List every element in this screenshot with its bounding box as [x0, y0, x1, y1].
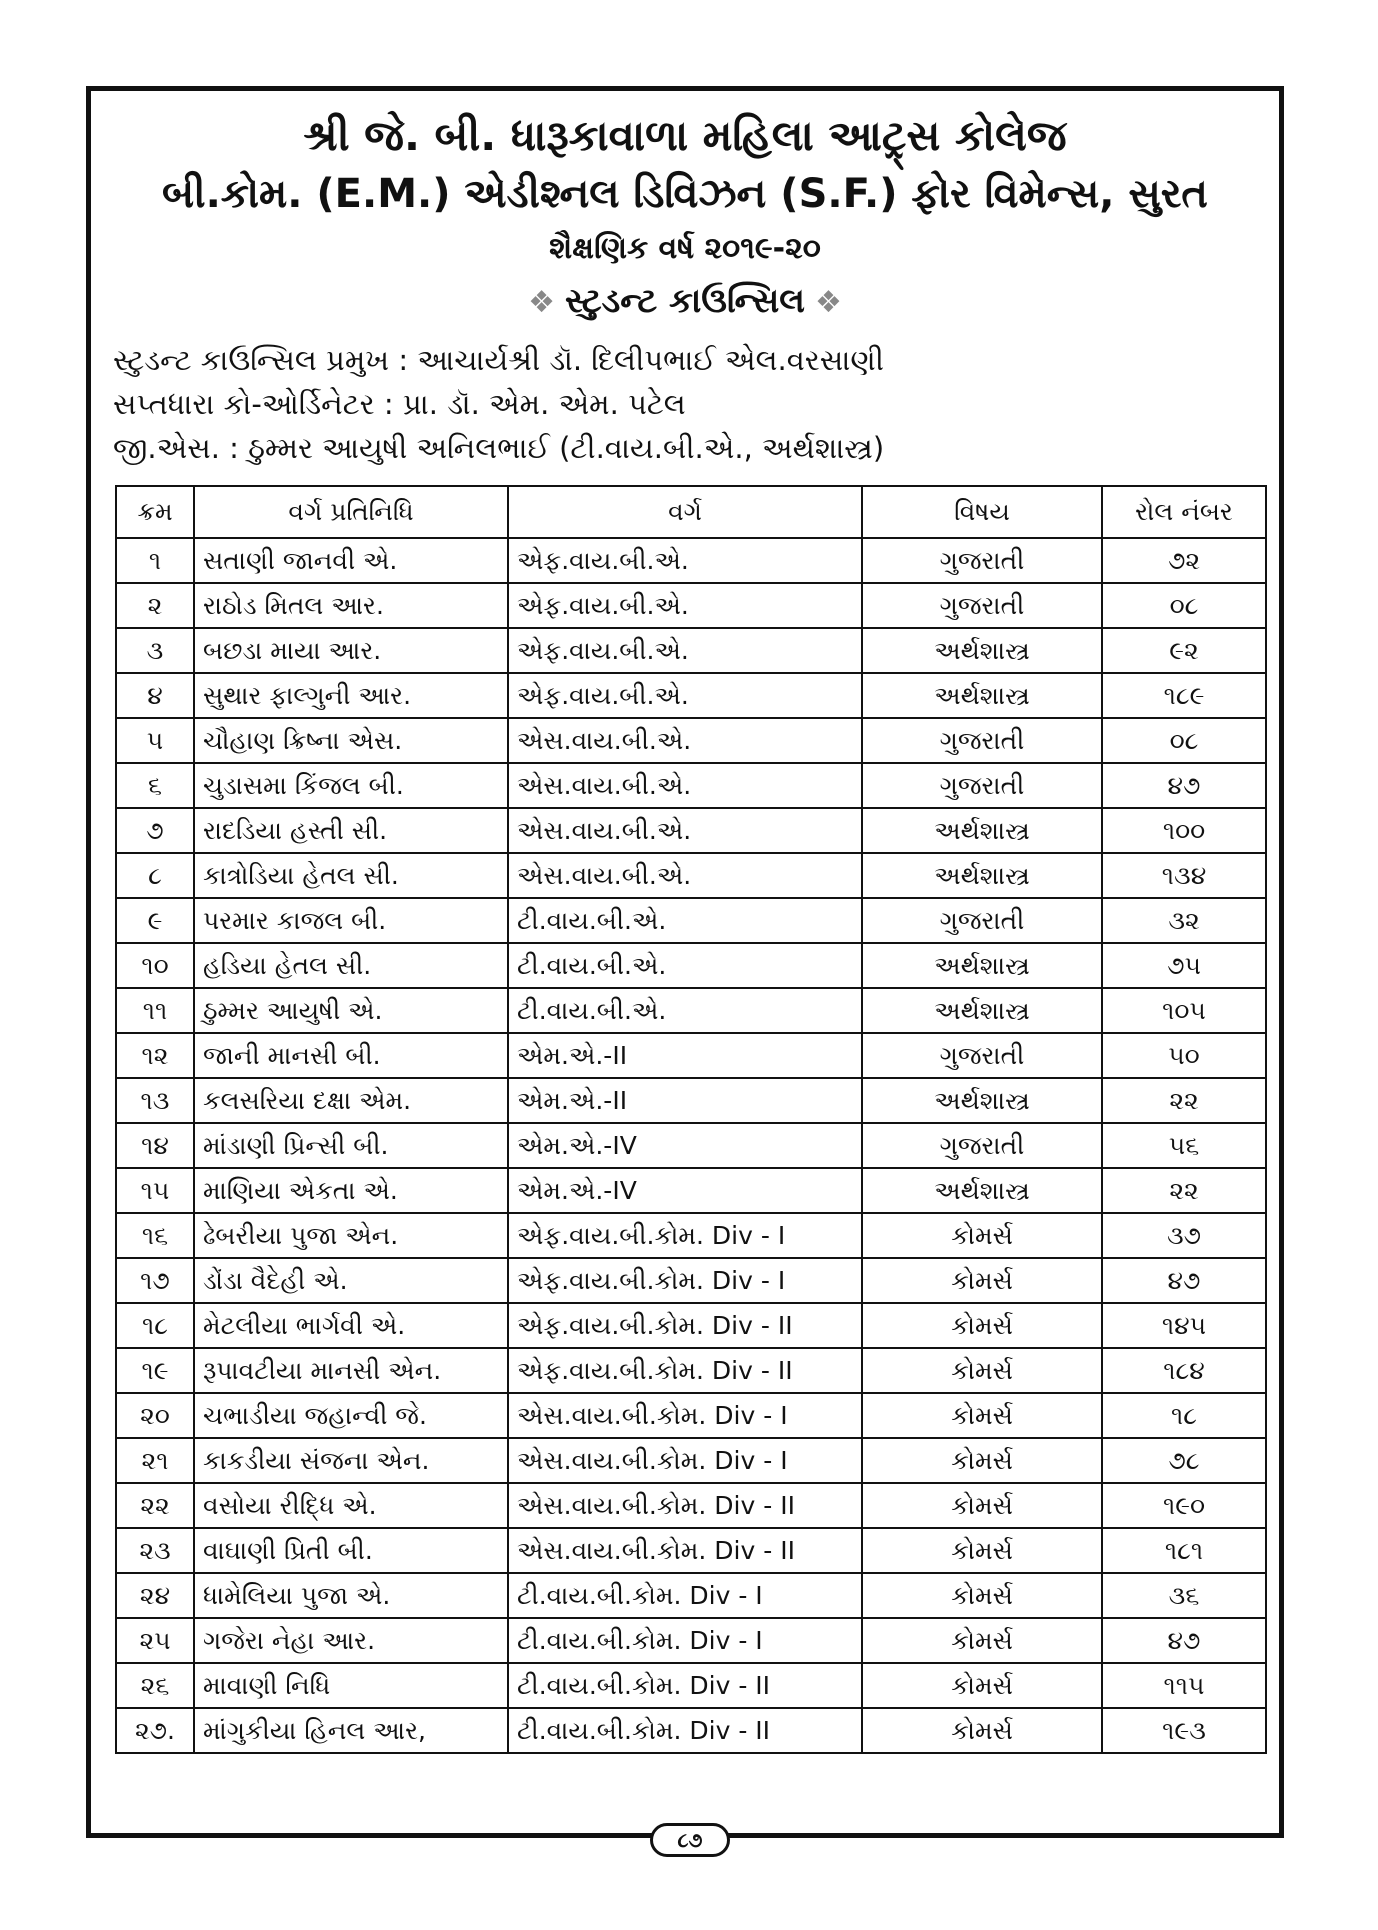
table-body	[116, 538, 1266, 1753]
table-row	[116, 853, 1266, 898]
cell-representative: વસોયા રીદ્ધિ એ.	[194, 1483, 508, 1528]
table-row	[116, 1393, 1266, 1438]
cell-representative: ચભાડીયા જહાન્વી જે.	[194, 1393, 508, 1438]
cell-representative: રાઠોડ મિતલ આર.	[194, 583, 508, 628]
header-representative: વર્ગ પ્રતિનિધિ	[194, 486, 508, 538]
page-frame	[86, 86, 1284, 1838]
cell-serial: ૪	[116, 673, 194, 718]
cell-class: એમ.એ.-IV	[508, 1168, 862, 1213]
cell-class: એસ.વાય.બી.કોમ. Div - I	[508, 1393, 862, 1438]
cell-serial: ૮	[116, 853, 194, 898]
cell-serial: ૨૭.	[116, 1708, 194, 1753]
cell-roll-number: ૪૭	[1102, 1258, 1266, 1303]
cell-class: એસ.વાય.બી.કોમ. Div - I	[508, 1438, 862, 1483]
table-row	[116, 763, 1266, 808]
cell-class: એસ.વાય.બી.કોમ. Div - II	[508, 1483, 862, 1528]
cell-roll-number: ૧૧૫	[1102, 1663, 1266, 1708]
cell-roll-number: ૧૮૧	[1102, 1528, 1266, 1573]
cell-subject: કોમર્સ	[862, 1303, 1102, 1348]
cell-serial: ૨૬	[116, 1663, 194, 1708]
cell-representative: ઠુમ્મર આયુષી એ.	[194, 988, 508, 1033]
cell-subject: અર્થશાસ્ત્ર	[862, 1168, 1102, 1213]
cell-class: એફ.વાય.બી.કોમ. Div - II	[508, 1303, 862, 1348]
cell-class: એસ.વાય.બી.એ.	[508, 808, 862, 853]
ornament-left-icon: ❖	[528, 285, 556, 320]
council-president: સ્ટુડન્ટ કાઉન્સિલ પ્રમુખ : આચાર્યશ્રી ડૉ. દિલીપભાઈ એલ.વરસાણી	[113, 343, 884, 377]
table-row	[116, 1483, 1266, 1528]
cell-subject: કોમર્સ	[862, 1393, 1102, 1438]
cell-serial: ૧૭	[116, 1258, 194, 1303]
cell-class: એફ.વાય.બી.કોમ. Div - I	[508, 1258, 862, 1303]
cell-roll-number: ૧૮	[1102, 1393, 1266, 1438]
cell-class: એફ.વાય.બી.એ.	[508, 583, 862, 628]
cell-roll-number: ૭૮	[1102, 1438, 1266, 1483]
cell-class: એફ.વાય.બી.એ.	[508, 628, 862, 673]
table-row	[116, 943, 1266, 988]
cell-representative: વાઘાણી પ્રિતી બી.	[194, 1528, 508, 1573]
table-row	[116, 1258, 1266, 1303]
cell-representative: રૂપાવટીયા માનસી એન.	[194, 1348, 508, 1393]
cell-serial: ૧૬	[116, 1213, 194, 1258]
cell-representative: કલસરિયા દક્ષા એમ.	[194, 1078, 508, 1123]
cell-class: ટી.વાય.બી.એ.	[508, 988, 862, 1033]
cell-class: એફ.વાય.બી.એ.	[508, 538, 862, 583]
cell-serial: ૭	[116, 808, 194, 853]
cell-subject: અર્થશાસ્ત્ર	[862, 628, 1102, 673]
cell-subject: ગુજરાતી	[862, 1123, 1102, 1168]
cell-subject: કોમર્સ	[862, 1213, 1102, 1258]
cell-class: ટી.વાય.બી.કોમ. Div - II	[508, 1708, 862, 1753]
cell-class: એફ.વાય.બી.કોમ. Div - II	[508, 1348, 862, 1393]
cell-subject: અર્થશાસ્ત્ર	[862, 943, 1102, 988]
cell-subject: કોમર્સ	[862, 1573, 1102, 1618]
cell-subject: અર્થશાસ્ત્ર	[862, 808, 1102, 853]
cell-roll-number: ૪૭	[1102, 763, 1266, 808]
cell-subject: ગુજરાતી	[862, 1033, 1102, 1078]
table-header-row	[116, 486, 1266, 538]
cell-class: ટી.વાય.બી.એ.	[508, 943, 862, 988]
cell-serial: ૨૧	[116, 1438, 194, 1483]
cell-class: એસ.વાય.બી.કોમ. Div - II	[508, 1528, 862, 1573]
cell-representative: હડિયા હેતલ સી.	[194, 943, 508, 988]
table-row	[116, 1438, 1266, 1483]
cell-serial: ૨૩	[116, 1528, 194, 1573]
cell-class: ટી.વાય.બી.કોમ. Div - I	[508, 1618, 862, 1663]
cell-subject: કોમર્સ	[862, 1618, 1102, 1663]
cell-class: એમ.એ.-IV	[508, 1123, 862, 1168]
cell-subject: અર્થશાસ્ત્ર	[862, 673, 1102, 718]
cell-subject: કોમર્સ	[862, 1258, 1102, 1303]
cell-class: ટી.વાય.બી.કોમ. Div - II	[508, 1663, 862, 1708]
cell-roll-number: ૩૬	[1102, 1573, 1266, 1618]
cell-representative: સુથાર ફાલ્ગુની આર.	[194, 673, 508, 718]
cell-roll-number: ૫૦	[1102, 1033, 1266, 1078]
ornament-right-icon: ❖	[814, 285, 842, 320]
cell-serial: ૧૧	[116, 988, 194, 1033]
cell-roll-number: ૫૬	[1102, 1123, 1266, 1168]
table-row	[116, 1078, 1266, 1123]
cell-representative: માંગુકીયા હિનલ આર,	[194, 1708, 508, 1753]
header-subject: વિષય	[862, 486, 1102, 538]
cell-representative: માણિયા એકતા એ.	[194, 1168, 508, 1213]
cell-roll-number: ૨૨	[1102, 1078, 1266, 1123]
cell-serial: ૧૦	[116, 943, 194, 988]
cell-subject: કોમર્સ	[862, 1348, 1102, 1393]
cell-subject: કોમર્સ	[862, 1483, 1102, 1528]
cell-class: એસ.વાય.બી.એ.	[508, 718, 862, 763]
table-row	[116, 808, 1266, 853]
general-secretary: જી.એસ. : ઠુમ્મર આયુષી અનિલભાઈ (ટી.વાય.બી.એ., અર્થશાસ્ત્ર)	[113, 431, 885, 465]
table-row	[116, 1303, 1266, 1348]
academic-year: શૈક્ષણિક વર્ષ ૨૦૧૯-૨૦	[549, 231, 821, 266]
cell-roll-number: ૧૮૯	[1102, 673, 1266, 718]
cell-representative: કાત્રોડિયા હેતલ સી.	[194, 853, 508, 898]
table-row	[116, 988, 1266, 1033]
cell-roll-number: ૧૪૫	[1102, 1303, 1266, 1348]
cell-serial: ૨૦	[116, 1393, 194, 1438]
table-row	[116, 1213, 1266, 1258]
cell-serial: ૯	[116, 898, 194, 943]
cell-representative: માંડાણી પ્રિન્સી બી.	[194, 1123, 508, 1168]
cell-serial: ૧૫	[116, 1168, 194, 1213]
page-number: ૮૭	[650, 1823, 730, 1857]
table-row	[116, 1618, 1266, 1663]
cell-subject: કોમર્સ	[862, 1528, 1102, 1573]
cell-roll-number: ૪૭	[1102, 1618, 1266, 1663]
cell-class: એફ.વાય.બી.કોમ. Div - I	[508, 1213, 862, 1258]
cell-roll-number: ૭૨	[1102, 538, 1266, 583]
cell-class: એસ.વાય.બી.એ.	[508, 763, 862, 808]
header-class: વર્ગ	[508, 486, 862, 538]
cell-representative: સતાણી જાનવી એ.	[194, 538, 508, 583]
cell-representative: ચુડાસમા કિંજલ બી.	[194, 763, 508, 808]
header-roll-number: રોલ નંબર	[1102, 486, 1266, 538]
cell-representative: જાની માનસી બી.	[194, 1033, 508, 1078]
table-row	[116, 538, 1266, 583]
cell-serial: ૨	[116, 583, 194, 628]
cell-subject: ગુજરાતી	[862, 583, 1102, 628]
cell-roll-number: ૧૩૪	[1102, 853, 1266, 898]
council-table	[115, 485, 1267, 1754]
cell-subject: ગુજરાતી	[862, 898, 1102, 943]
table-row	[116, 1123, 1266, 1168]
cell-subject: કોમર્સ	[862, 1438, 1102, 1483]
cell-representative: ચૌહાણ ક્રિષ્ના એસ.	[194, 718, 508, 763]
table-row	[116, 673, 1266, 718]
table-row	[116, 1573, 1266, 1618]
header-serial: ક્રમ	[116, 486, 194, 538]
cell-class: ટી.વાય.બી.કોમ. Div - I	[508, 1573, 862, 1618]
table-row	[116, 898, 1266, 943]
cell-class: એફ.વાય.બી.એ.	[508, 673, 862, 718]
cell-representative: ધામેલિયા પુજા એ.	[194, 1573, 508, 1618]
cell-representative: ડોંડા વૈદેહી એ.	[194, 1258, 508, 1303]
cell-roll-number: ૧૦૫	[1102, 988, 1266, 1033]
cell-serial: ૩	[116, 628, 194, 673]
cell-serial: ૨૪	[116, 1573, 194, 1618]
cell-representative: કાકડીયા સંજના એન.	[194, 1438, 508, 1483]
cell-roll-number: ૩૭	[1102, 1213, 1266, 1258]
cell-subject: ગુજરાતી	[862, 718, 1102, 763]
cell-subject: ગુજરાતી	[862, 763, 1102, 808]
cell-class: એમ.એ.-II	[508, 1033, 862, 1078]
cell-representative: રાદડિયા હસ્તી સી.	[194, 808, 508, 853]
table-row	[116, 1168, 1266, 1213]
cell-representative: મેટલીયા ભાર્ગવી એ.	[194, 1303, 508, 1348]
table-row	[116, 1348, 1266, 1393]
cell-roll-number: ૦૮	[1102, 583, 1266, 628]
table-row	[116, 1528, 1266, 1573]
cell-representative: ગજેરા નેહા આર.	[194, 1618, 508, 1663]
cell-class: એમ.એ.-II	[508, 1078, 862, 1123]
cell-roll-number: ૧૯૩	[1102, 1708, 1266, 1753]
cell-subject: ગુજરાતી	[862, 538, 1102, 583]
cell-roll-number: ૧૮૪	[1102, 1348, 1266, 1393]
cell-representative: પરમાર કાજલ બી.	[194, 898, 508, 943]
cell-serial: ૧૮	[116, 1303, 194, 1348]
cell-subject: અર્થશાસ્ત્ર	[862, 1078, 1102, 1123]
council-title: સ્ટુડન્ટ કાઉન્સિલ	[565, 281, 805, 321]
table-row	[116, 1033, 1266, 1078]
cell-serial: ૧૪	[116, 1123, 194, 1168]
table-row	[116, 1708, 1266, 1753]
cell-serial: ૧૯	[116, 1348, 194, 1393]
cell-class: ટી.વાય.બી.એ.	[508, 898, 862, 943]
cell-subject: કોમર્સ	[862, 1663, 1102, 1708]
cell-serial: ૨૫	[116, 1618, 194, 1663]
cell-representative: માવાણી નિધિ	[194, 1663, 508, 1708]
cell-roll-number: ૧૯૦	[1102, 1483, 1266, 1528]
cell-serial: ૧૨	[116, 1033, 194, 1078]
council-title-row	[91, 281, 1279, 321]
table-row	[116, 583, 1266, 628]
cell-serial: ૫	[116, 718, 194, 763]
table-row	[116, 1663, 1266, 1708]
cell-serial: ૧	[116, 538, 194, 583]
cell-roll-number: ૭૫	[1102, 943, 1266, 988]
table-row	[116, 718, 1266, 763]
cell-subject: અર્થશાસ્ત્ર	[862, 853, 1102, 898]
cell-serial: ૧૩	[116, 1078, 194, 1123]
cell-roll-number: ૦૮	[1102, 718, 1266, 763]
cell-roll-number: ૩૨	[1102, 898, 1266, 943]
cell-representative: બછડા માયા આર.	[194, 628, 508, 673]
cell-roll-number: ૨૨	[1102, 1168, 1266, 1213]
cell-roll-number: ૯૨	[1102, 628, 1266, 673]
saptdhara-coordinator: સપ્તધારા કો-ઓર્ડિનેટર : પ્રા. ડૉ. એમ. એમ. પટેલ	[113, 387, 686, 421]
table-row	[116, 628, 1266, 673]
college-title: શ્રી જે. બી. ધારૂકાવાળા મહિલા આટ્ર્સ કોલેજ	[303, 111, 1067, 160]
cell-subject: અર્થશાસ્ત્ર	[862, 988, 1102, 1033]
cell-roll-number: ૧૦૦	[1102, 808, 1266, 853]
cell-serial: ૬	[116, 763, 194, 808]
cell-representative: ઢેબરીયા પુજા એન.	[194, 1213, 508, 1258]
cell-class: એસ.વાય.બી.એ.	[508, 853, 862, 898]
cell-subject: કોમર્સ	[862, 1708, 1102, 1753]
cell-serial: ૨૨	[116, 1483, 194, 1528]
division-title: બી.કોમ. (E.M.) એડીશ્નલ ડિવિઝન (S.F.) ફોર વિમેન્સ, સુરત	[162, 171, 1208, 217]
